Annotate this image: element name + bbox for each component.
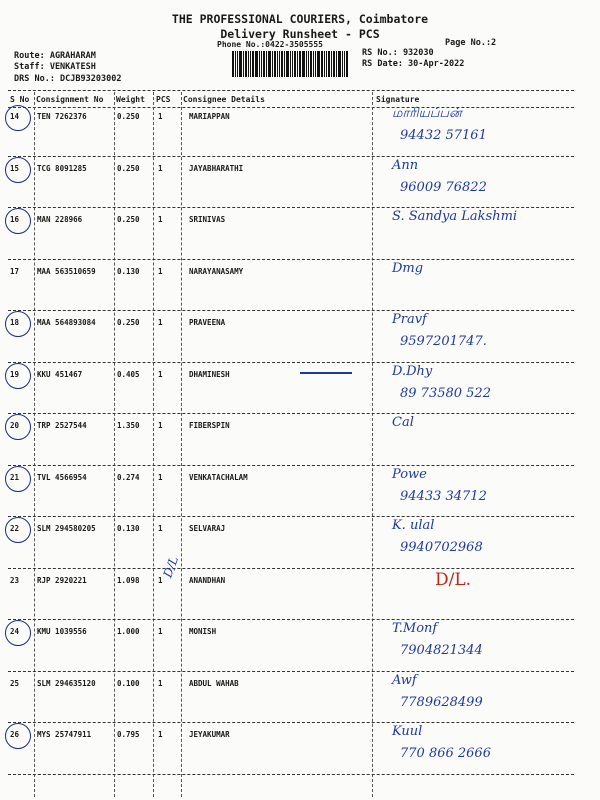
row-weight: 1.000	[117, 627, 140, 636]
row-pcs: 1	[158, 421, 163, 430]
row-check-circle	[5, 517, 31, 543]
row-consignment: TCG 8091285	[37, 164, 87, 173]
row-phone: 770 866 2666	[400, 746, 491, 761]
row-weight: 0.795	[117, 730, 140, 739]
row-consignment: MAA 564893084	[37, 318, 96, 327]
row-consignment: KKU 451467	[37, 370, 83, 379]
barcode-bar	[315, 51, 316, 77]
barcode-bar	[317, 51, 320, 77]
row-consignee: MARIAPPAN	[189, 112, 230, 121]
drs-number: DRS No.: DCJB93203002	[14, 74, 122, 84]
row-check-circle	[5, 363, 31, 389]
barcode-bar	[279, 51, 280, 77]
row-weight: 0.405	[117, 370, 140, 379]
row-signature: D/L.	[435, 570, 472, 590]
row-check-circle	[5, 311, 31, 337]
company-name: THE PROFESSIONAL COURIERS, Coimbatore	[171, 12, 429, 26]
row-consignee: SRINIVAS	[189, 215, 226, 224]
row-sno: 22	[10, 524, 20, 533]
barcode-bar	[235, 51, 236, 77]
row-pcs: 1	[158, 524, 163, 533]
row-weight: 0.250	[117, 215, 140, 224]
col-divider	[372, 92, 373, 797]
row-sno: 17	[10, 267, 20, 276]
barcode-bar	[313, 51, 314, 77]
barcode-bar	[306, 51, 307, 77]
row-signature: Awf	[392, 673, 417, 688]
ink-stroke	[300, 372, 352, 374]
row-sno: 16	[10, 215, 20, 224]
row-consignee: ABDUL WAHAB	[189, 679, 239, 688]
row-check-circle	[5, 105, 31, 131]
barcode-bar	[261, 51, 262, 77]
col-pcs: PCS	[156, 95, 171, 104]
row-consignment: MAA 563510659	[37, 267, 96, 276]
phone-number: Phone No.:0422-3505555	[217, 40, 323, 49]
barcode-bar	[292, 51, 293, 77]
row-sno: 26	[10, 730, 20, 739]
col-weight: Weight	[116, 95, 145, 104]
row-divider	[8, 722, 574, 723]
barcode-bar	[250, 51, 251, 77]
barcode-bar	[294, 51, 296, 77]
rs-date: RS Date: 30-Apr-2022	[362, 59, 465, 69]
col-divider	[153, 92, 154, 797]
row-check-circle	[5, 157, 31, 183]
row-weight: 0.130	[117, 267, 140, 276]
barcode-bar	[302, 51, 305, 77]
rs-number: RS No.: 932030	[362, 48, 434, 58]
row-pcs: 1	[158, 627, 163, 636]
row-divider	[8, 516, 574, 517]
barcode-bar	[274, 51, 276, 77]
row-signature: மாரியப்பன்	[392, 106, 462, 121]
row-divider	[8, 156, 574, 157]
row-divider	[8, 362, 574, 363]
row-pcs: 1	[158, 370, 163, 379]
barcode-bar	[331, 51, 332, 77]
row-check-circle	[5, 723, 31, 749]
row-check-circle	[5, 208, 31, 234]
barcode-bar	[248, 51, 249, 77]
barcode-bar	[326, 51, 327, 77]
barcode-bar	[336, 51, 337, 77]
row-consignment: TVL 4566954	[37, 473, 87, 482]
row-weight: 0.250	[117, 164, 140, 173]
barcode-bar	[286, 51, 289, 77]
barcode-bar	[284, 51, 285, 77]
barcode-bar	[243, 51, 244, 77]
row-phone: 7789628499	[400, 695, 483, 710]
row-phone: 7904821344	[400, 643, 483, 658]
row-phone: 94432 57161	[400, 128, 487, 143]
row-pcs: 1	[158, 267, 163, 276]
barcode-bar	[266, 51, 267, 77]
barcode-bar	[342, 51, 343, 77]
row-consignee: JAYABHARATHI	[189, 164, 244, 173]
page-number: Page No.:2	[445, 38, 497, 48]
col-consignment: Consignment No	[36, 95, 104, 104]
row-weight: 1.350	[117, 421, 140, 430]
row-consignee: PRAVEENA	[189, 318, 226, 327]
row-divider	[8, 619, 574, 620]
barcode-bar	[333, 51, 335, 77]
barcode-bar	[263, 51, 265, 77]
barcode-bar	[328, 51, 330, 77]
barcode	[232, 51, 356, 77]
row-divider	[8, 671, 574, 672]
barcode-bar	[255, 51, 258, 77]
row-consignment: TEN 7262376	[37, 112, 87, 121]
row-divider	[8, 568, 574, 569]
row-sno: 18	[10, 318, 20, 327]
row-sno: 21	[10, 473, 20, 482]
row-consignment: SLM 294580205	[37, 524, 96, 533]
row-pcs: 1	[158, 318, 163, 327]
row-consignment: SLM 294635120	[37, 679, 96, 688]
col-divider	[181, 92, 182, 797]
col-divider	[34, 92, 35, 797]
route: Route: AGRAHARAM	[14, 51, 96, 61]
document-title: Delivery Runsheet - PCS	[220, 27, 380, 41]
row-signature: S. Sandya Lakshmi	[392, 209, 518, 224]
staff: Staff: VENKATESH	[14, 62, 96, 72]
barcode-bar	[299, 51, 301, 77]
barcode-bar	[259, 51, 260, 77]
barcode-bar	[272, 51, 273, 77]
barcode-bar	[232, 51, 234, 77]
row-check-circle	[5, 466, 31, 492]
row-pcs: 1	[158, 164, 163, 173]
row-sno: 15	[10, 164, 20, 173]
row-pcs: 1	[158, 679, 163, 688]
row-pcs: 1	[158, 576, 163, 585]
row-weight: 0.250	[117, 318, 140, 327]
row-sno: 14	[10, 112, 20, 121]
row-divider	[8, 413, 574, 414]
row-sno: 19	[10, 370, 20, 379]
barcode-bar	[346, 51, 348, 77]
row-check-circle	[5, 620, 31, 646]
row-consignment: MAN 228966	[37, 215, 83, 224]
row-phone: 9940702968	[400, 540, 483, 555]
row-sno: 24	[10, 627, 20, 636]
row-weight: 0.274	[117, 473, 140, 482]
col-sno: S No	[10, 95, 30, 104]
row-signature: Kuul	[392, 724, 423, 739]
col-consignee: Consignee Details	[183, 95, 265, 104]
row-signature: Cal	[392, 415, 414, 430]
row-signature: Ann	[392, 158, 419, 173]
row-weight: 0.100	[117, 679, 140, 688]
row-signature: Dmg	[392, 261, 424, 276]
row-consignee: JEYAKUMAR	[189, 730, 230, 739]
barcode-bar	[310, 51, 312, 77]
row-signature: T.Monf	[392, 621, 438, 636]
col-signature: Signature	[376, 95, 420, 104]
row-phone: 94433 34712	[400, 489, 487, 504]
row-sno: 25	[10, 679, 20, 688]
row-divider	[8, 465, 574, 466]
barcode-bar	[268, 51, 271, 77]
row-divider	[8, 259, 574, 260]
barcode-bar	[239, 51, 242, 77]
row-divider	[8, 310, 574, 311]
row-signature: D.Dhy	[392, 364, 433, 379]
row-consignee: SELVARAJ	[189, 524, 226, 533]
row-pcs: 1	[158, 730, 163, 739]
row-consignee: ANANDHAN	[189, 576, 226, 585]
row-weight: 1.098	[117, 576, 140, 585]
row-pcs: 1	[158, 473, 163, 482]
barcode-bar	[297, 51, 298, 77]
barcode-bar	[321, 51, 323, 77]
row-phone: 9597201747.	[400, 334, 487, 349]
header-top-rule	[8, 90, 574, 91]
row-pcs: 1	[158, 112, 163, 121]
row-pcs: 1	[158, 215, 163, 224]
row-consignee: MONISH	[189, 627, 217, 636]
row-sno: 23	[10, 576, 20, 585]
barcode-bar	[290, 51, 291, 77]
row-weight: 0.250	[117, 112, 140, 121]
barcode-bar	[237, 51, 238, 77]
row-divider	[8, 207, 574, 208]
barcode-bar	[277, 51, 278, 77]
barcode-bar	[245, 51, 247, 77]
row-signature: K. ulal	[392, 518, 435, 533]
margin-note: D/L	[160, 554, 182, 580]
row-consignee: FIBERSPIN	[189, 421, 230, 430]
row-consignment: TRP 2527544	[37, 421, 87, 430]
barcode-bar	[281, 51, 283, 77]
row-divider	[8, 774, 574, 775]
row-consignee: NARAYANASAMY	[189, 267, 244, 276]
row-phone: 89 73580 522	[400, 386, 491, 401]
row-consignment: KMU 1039556	[37, 627, 87, 636]
row-consignment: RJP 2920221	[37, 576, 87, 585]
row-signature: Pravf	[392, 312, 427, 327]
row-consignment: MYS 25747911	[37, 730, 92, 739]
row-phone: 96009 76822	[400, 180, 487, 195]
row-check-circle	[5, 414, 31, 440]
barcode-bar	[344, 51, 345, 77]
row-weight: 0.130	[117, 524, 140, 533]
barcode-bar	[338, 51, 341, 77]
barcode-bar	[324, 51, 325, 77]
row-consignee: DHAMINESH	[189, 370, 230, 379]
row-sno: 20	[10, 421, 20, 430]
barcode-bar	[252, 51, 254, 77]
col-divider	[114, 92, 115, 797]
row-consignee: VENKATACHALAM	[189, 473, 248, 482]
header-bottom-rule	[8, 107, 574, 108]
barcode-bar	[308, 51, 309, 77]
row-signature: Powe	[392, 467, 427, 482]
